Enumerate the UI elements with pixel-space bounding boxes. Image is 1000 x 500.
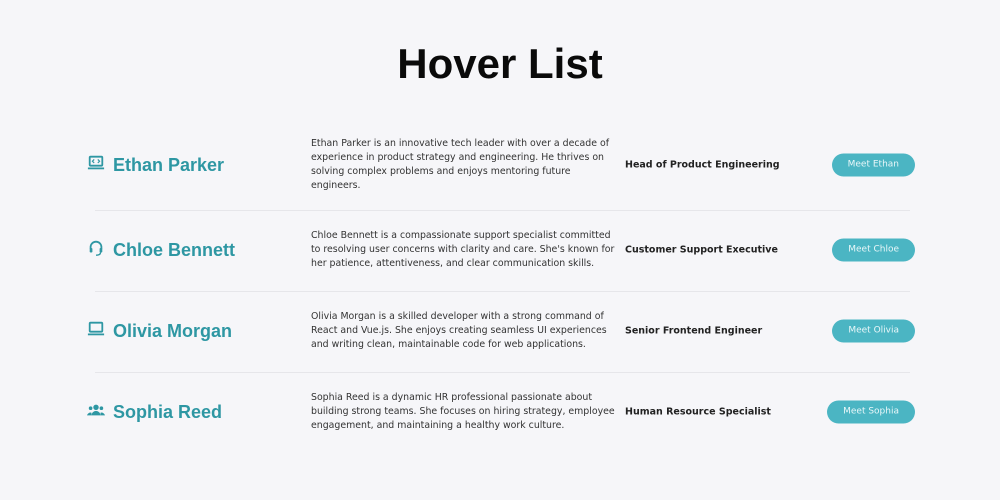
person-role: Customer Support Executive <box>625 244 778 256</box>
person-name: Olivia Morgan <box>113 320 233 341</box>
laptop-code-icon <box>87 154 105 177</box>
person-role: Human Resource Specialist <box>625 406 771 418</box>
meet-button[interactable]: Meet Sophia <box>827 401 915 424</box>
page-title: Hover List <box>397 40 603 87</box>
person-name: Ethan Parker <box>113 154 225 175</box>
person-name-wrap <box>87 382 222 442</box>
person-name-wrap <box>87 135 224 195</box>
list-item[interactable] <box>87 382 917 442</box>
laptop-icon <box>87 320 105 343</box>
person-description: Chloe Bennett is a compassionate support specialist committed to resolving user concerns with clarity and care. She's known for her patience, attentiveness, and clear communication skills. <box>311 230 615 269</box>
person-role: Senior Frontend Engineer <box>625 325 763 337</box>
person-description: Olivia Morgan is a skilled developer with a strong command of React and Vue.js. She enjoys creating seamless UI experiences and writing clean, maintainable code for web applications. <box>311 311 607 350</box>
person-name-wrap <box>87 301 232 361</box>
person-description: Sophia Reed is a dynamic HR professional passionate about building strong teams. She focuses on hiring strategy, employee engagement, and maintaining a healthy work culture. <box>311 392 615 431</box>
divider <box>95 372 910 373</box>
list-item[interactable] <box>87 220 917 280</box>
list-item[interactable] <box>87 301 917 361</box>
person-name: Sophia Reed <box>113 401 223 422</box>
list-item[interactable] <box>87 135 917 195</box>
person-name: Chloe Bennett <box>113 239 236 260</box>
person-role: Head of Product Engineering <box>625 159 780 171</box>
meet-button[interactable]: Meet Olivia <box>832 320 915 343</box>
headset-icon <box>87 239 105 262</box>
divider <box>95 291 910 292</box>
person-name-wrap <box>87 220 235 280</box>
users-icon <box>87 401 105 424</box>
meet-button[interactable]: Meet Chloe <box>832 239 915 262</box>
meet-button[interactable]: Meet Ethan <box>832 154 915 177</box>
divider <box>95 210 910 211</box>
person-description: Ethan Parker is an innovative tech leader with over a decade of experience in product strategy and engineering. He thrives on solving complex problems and enjoys mentoring future engineers. <box>311 138 609 191</box>
